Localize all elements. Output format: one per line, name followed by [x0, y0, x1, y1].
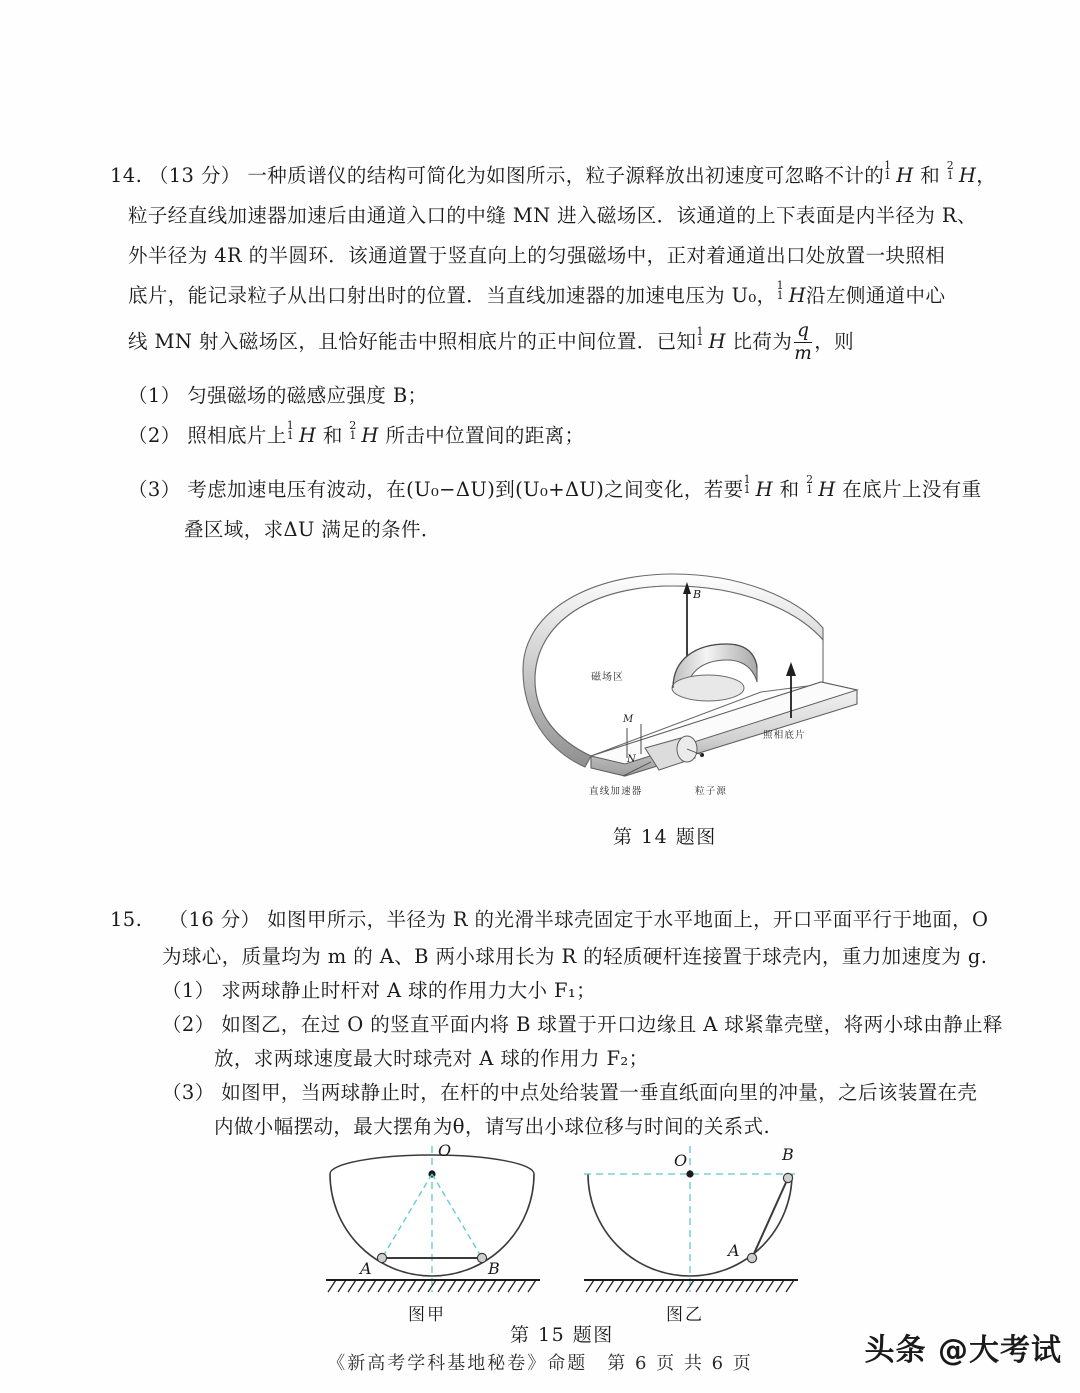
q14-stem-line-2 — [110, 196, 990, 236]
q14-sub-2-label: （2） — [128, 424, 181, 447]
figure-yi-name: 图乙 — [666, 1305, 704, 1325]
label-b: B — [782, 1145, 794, 1164]
q14-stem-text-4b: 沿左侧通道中心 — [806, 284, 946, 307]
question-15 — [110, 900, 1010, 1144]
q14-sub-1 — [110, 376, 990, 416]
q14-stem-text-2: 粒子经直线加速器加速后由通道入口的中缝 MN 进入磁场区．该通道的上下表面是内半径为 R、 — [128, 204, 977, 227]
question-14 — [110, 156, 997, 550]
q14-stem-line-3 — [110, 236, 990, 276]
isotope-h1: 1 1 — [743, 473, 751, 497]
q14-sub-2-text2: 和 — [322, 424, 343, 447]
q15-sub-1 — [110, 974, 1010, 1008]
particle-source-label: 粒子源 — [695, 786, 728, 797]
figure-jia-name: 图甲 — [408, 1305, 446, 1325]
q14-stem-text-4: 底片，能记录粒子从出口射出时的位置．当直线加速器的加速电压为 U₀， — [128, 284, 777, 307]
q14-marks: （13 分） — [148, 164, 241, 187]
q15-marks: （16 分） — [168, 908, 261, 931]
q14-sub-2-text3: 所击中位置间的距离； — [385, 424, 585, 447]
q15-sub-3-text-1: 如图甲，当两球静止时，在杆的中点处给装置一垂直纸面向里的冲量，之后该装置在壳 — [221, 1081, 978, 1104]
ball-b — [783, 1173, 792, 1182]
q15-sub-3-text-2: 内做小幅摆动，最大摆角为θ，请写出小球位移与时间的关系式. — [214, 1115, 771, 1138]
watermark: 头条 @大考试 — [864, 1333, 1062, 1368]
q15-stem-text-1: 如图甲所示，半径为 R 的光滑半球壳固定于水平地面上，开口平面平行于地面，O — [267, 908, 989, 931]
q14-stem-line-1: 14. （13 分） 一种质谱仪的结构可简化为如图所示，粒子源释放出初速度可忽略不计的 1 1 H 和 2 1 H， — [110, 159, 997, 187]
q14-sub-3-text3: 在底片上没有重 — [842, 478, 982, 501]
q14-stem-line-5: 线 MN 射入磁场区，且恰好能击中照相底片的正中间位置．已知 1 1 H 比荷为 $\frac{q}{m}$ ，则 — [128, 320, 855, 364]
label-o: O — [438, 1142, 452, 1160]
q15-stem-line-1 — [110, 900, 1010, 940]
page-footer: 《新高考学科基地秘卷》命题 第 6 页 共 6 页 — [327, 1353, 753, 1374]
ball-a — [377, 1253, 386, 1262]
q15-sub-1-text: 求两球静止时杆对 A 球的作用力大小 F₁； — [221, 979, 597, 1002]
q15-stem-text-2: 为球心，质量均为 m 的 A、B 两小球用长为 R 的轻质硬杆连接置于球壳内，重力加速度为 g. — [162, 945, 988, 968]
q15-sub-2-text-2: 放，求两球速度最大时球壳对 A 球的作用力 F₂； — [214, 1047, 649, 1070]
q15-sub-3-cont — [110, 1110, 1010, 1144]
label-a: A — [728, 1241, 740, 1260]
q14-sub-3-cont — [110, 510, 990, 550]
label-o: O — [674, 1151, 688, 1170]
q15-stem-line-2 — [110, 940, 1010, 974]
photographic-film-label: 照相底片 — [763, 730, 806, 741]
q14-sub-1-label: （1） — [128, 384, 181, 407]
q14-stem-line-4: 底片，能记录粒子从出口射出时的位置．当直线加速器的加速电压为 U₀， 1 1 H沿左侧通道中心 — [128, 279, 946, 307]
figure-15-caption: 第 15 题图 — [510, 1324, 614, 1346]
q14-stem-text-5c: ，则 — [814, 330, 855, 353]
isotope-h1: 1 1 — [286, 419, 295, 443]
label-a: A — [360, 1259, 372, 1278]
point-n-label: N — [627, 754, 636, 765]
isotope-h1: 1 1 — [776, 279, 784, 303]
q15-number: 15. — [110, 908, 143, 931]
channel-mouth — [672, 675, 744, 701]
q14-sub-1-text: 匀强磁场的磁感应强度 B； — [187, 384, 428, 407]
q14-sub-3-label: （3） — [128, 478, 181, 501]
ball-b — [477, 1253, 486, 1262]
label-b: B — [488, 1259, 500, 1278]
isotope-h2: 2 1 — [349, 419, 357, 443]
q14-stem-text-5: 线 MN 射入磁场区，且恰好能击中照相底片的正中间位置．已知 — [128, 330, 697, 353]
linear-accelerator-label: 直线加速器 — [589, 786, 643, 797]
point-m-label: M — [623, 714, 634, 725]
q15-sub-3 — [110, 1076, 1010, 1110]
figure-15-yi — [570, 1142, 810, 1327]
ball-a — [747, 1253, 756, 1262]
q14-stem-text-1: 一种质谱仪的结构可简化为如图所示，粒子源释放出初速度可忽略不计的 — [247, 164, 885, 187]
q14-stem-text-3: 外半径为 4R 的半圆环．该通道置于竖直向上的匀强磁场中，正对着通道出口处放置一块照相 — [128, 244, 946, 267]
q14-sub-2: （2） 照相底片上 1 1 H 和 2 1 H 所击中位置间的距离； — [128, 419, 585, 447]
isotope-h2: 2 1 — [946, 159, 955, 183]
figure-15-jia — [312, 1142, 552, 1327]
fraction-q-over-m: $\frac{q}{m}$ — [794, 320, 813, 364]
q14-number: 14. — [110, 164, 143, 187]
q14-sub-2-text: 照相底片上 — [187, 424, 287, 447]
q14-sub-3: （3） 考虑加速电压有波动，在(U₀−ΔU)到(U₀+ΔU)之间变化，若要 1 1 H 和 2 1 H 在底片上没有重 — [128, 473, 982, 501]
q15-sub-3-label: （3） — [162, 1081, 215, 1104]
figure-14-svg — [505, 562, 875, 812]
isotope-h1: 1 1 — [696, 325, 704, 349]
q14-sub-3-text: 考虑加速电压有波动，在(U₀−ΔU)到(U₀+ΔU)之间变化，若要 — [187, 478, 744, 501]
figure-14-caption: 第 14 题图 — [613, 826, 717, 848]
field-region-label: 磁场区 — [591, 672, 624, 683]
figure-15-jia-svg — [312, 1142, 552, 1327]
q15-sub-2-text-1: 如图乙，在过 O 的竖直平面内将 B 球置于开口边缘且 A 球紧靠壳壁，将两小球由静止释 — [221, 1013, 1003, 1036]
q15-sub-2 — [110, 1008, 1010, 1042]
q15-sub-1-label: （1） — [162, 979, 215, 1002]
isotope-h2: 2 1 — [806, 473, 814, 497]
q15-sub-2-label: （2） — [162, 1013, 215, 1036]
q14-sub-3-text4: 叠区域，求ΔU 满足的条件． — [184, 518, 441, 541]
q14-sub-3-text2: 和 — [779, 478, 800, 501]
isotope-h1: 1 1 — [884, 159, 892, 183]
center-point-o — [686, 1170, 693, 1177]
q15-sub-2-cont — [110, 1042, 1010, 1076]
figure-14 — [505, 562, 875, 812]
q14-stem-text-5b: 比荷为 — [732, 330, 793, 353]
figure-15-yi-svg — [570, 1142, 810, 1327]
b-field-label: B — [693, 588, 702, 601]
